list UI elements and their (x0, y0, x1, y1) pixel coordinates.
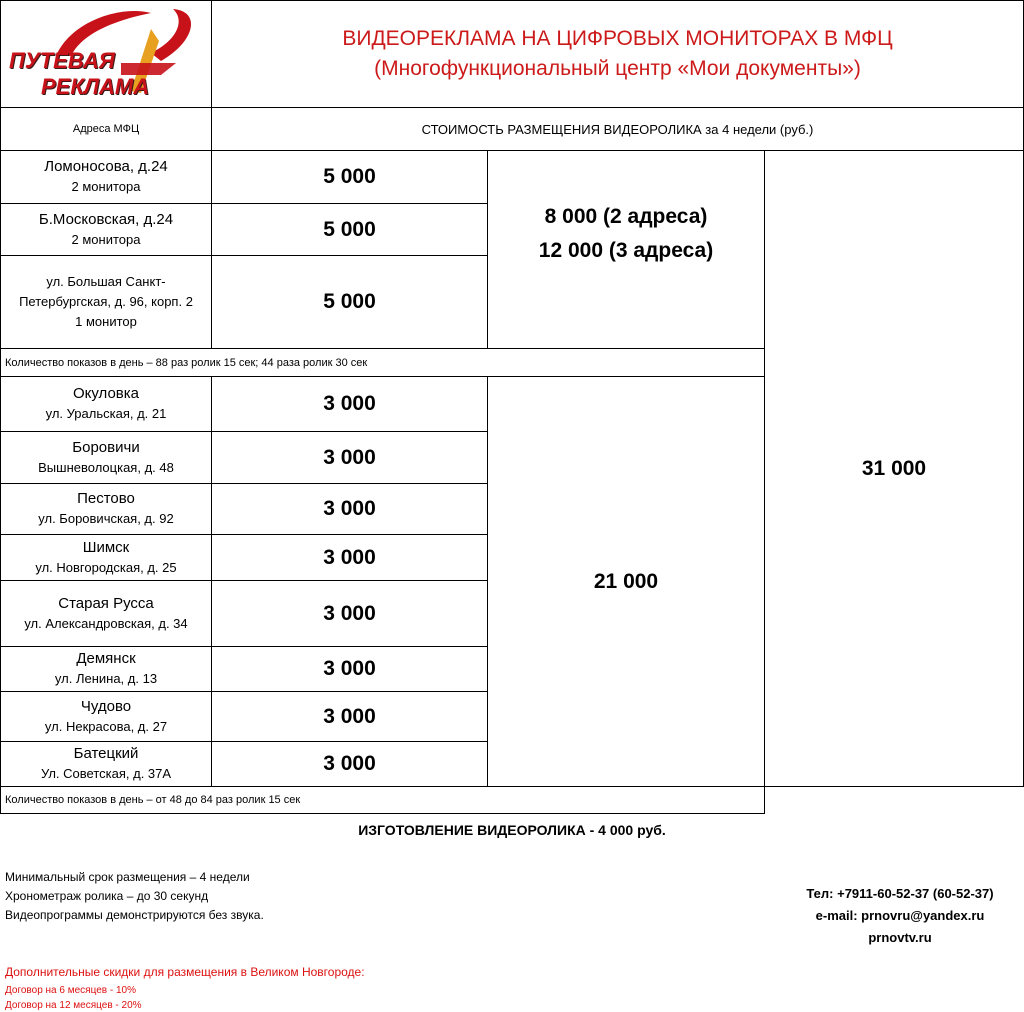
address-name: Чудово (80, 697, 132, 715)
address-name: Батецкий (73, 745, 139, 762)
group2-combo-cell: 21 000 (487, 376, 765, 787)
address-name: Б.Московская, д.24 (38, 210, 174, 228)
column-header-address: Адреса МФЦ (0, 107, 212, 151)
address-detail: 1 монитор (75, 314, 137, 329)
address-cell (0, 646, 212, 692)
address-cell (0, 203, 212, 256)
address-detail: ул. Новгородская, д. 25 (35, 559, 177, 575)
info-block (5, 868, 264, 925)
total-price-cell: 31 000 (764, 150, 1024, 787)
logo-cell (0, 0, 212, 108)
address-cell (0, 741, 212, 787)
info-line: Видеопрограммы демонстрируются без звука. (5, 908, 264, 922)
price-cell: 5 000 (211, 150, 488, 204)
discount-item: Договор на 6 месяцев - 10% (5, 985, 136, 996)
contacts-block (780, 883, 1020, 949)
price-cell: 3 000 (211, 646, 488, 692)
address-detail: 2 монитора (71, 179, 141, 194)
address-name: Окуловка (72, 385, 140, 402)
price-cell: 3 000 (211, 534, 488, 581)
address-detail: 2 монитора (71, 231, 141, 247)
price-cell: 3 000 (211, 691, 488, 742)
address-detail: ул. Уральская, д. 21 (45, 406, 167, 421)
address-cell (0, 483, 212, 535)
price-cell: 5 000 (211, 203, 488, 256)
column-header-cost: СТОИМОСТЬ РАЗМЕЩЕНИЯ ВИДЕОРОЛИКА за 4 недели (руб.) (211, 107, 1024, 151)
address-detail: ул. Боровичская, д. 92 (38, 511, 174, 526)
page-title: ВИДЕОРЕКЛАМА НА ЦИФРОВЫХ МОНИТОРАХ В МФЦ (342, 27, 893, 50)
page-subtitle: (Многофункциональный центр «Мои документы») (374, 57, 861, 80)
price-cell: 3 000 (211, 580, 488, 647)
price-cell: 3 000 (211, 483, 488, 535)
address-detail: ул. Ленина, д. 13 (54, 671, 158, 686)
address-name: Демянск (76, 650, 136, 667)
discount-item: Договор на 12 месяцев - 20% (5, 1000, 142, 1011)
address-cell (0, 691, 212, 742)
address-cell (0, 580, 212, 647)
address-cell (0, 376, 212, 432)
contact-phone: Тел: +7911-60-52-37 (60-52-37) (806, 886, 994, 901)
price-cell: 5 000 (211, 255, 488, 349)
address-name-continued: Петербургская, д. 96, корп. 2 (19, 294, 193, 309)
combo-price-2: 8 000 (2 адреса) (544, 205, 708, 228)
group2-note: Количество показов в день – от 48 до 84 раз ролик 15 сек (0, 786, 765, 814)
group1-note: Количество показов в день – 88 раз ролик 15 сек; 44 раза ролик 30 сек (0, 348, 765, 377)
header-title-cell (211, 0, 1024, 108)
production-price: ИЗГОТОВЛЕНИЕ ВИДЕОРОЛИКА - 4 000 руб. (358, 822, 666, 838)
address-detail: ул. Некрасова, д. 27 (44, 718, 168, 734)
address-detail: Вышневолоцкая, д. 48 (38, 459, 174, 475)
contact-email[interactable]: e-mail: prnovru@yandex.ru (815, 908, 985, 923)
address-cell (0, 255, 212, 349)
address-name: ул. Большая Санкт- (46, 274, 166, 289)
address-name: Ломоносова, д.24 (44, 158, 168, 175)
combo-price-3: 12 000 (3 адреса) (538, 239, 714, 262)
address-cell (0, 534, 212, 581)
address-name: Шимск (82, 538, 130, 556)
logo-text-line2: РЕКЛАМА (41, 74, 150, 99)
info-line: Минимальный срок размещения – 4 недели (5, 870, 250, 884)
address-cell (0, 431, 212, 484)
address-name: Старая Русса (58, 594, 154, 612)
address-detail: ул. Александровская, д. 34 (24, 615, 188, 631)
address-name: Боровичи (72, 438, 140, 456)
price-cell: 3 000 (211, 376, 488, 432)
price-cell: 3 000 (211, 741, 488, 787)
address-name: Пестово (77, 490, 135, 507)
info-line: Хронометраж ролика – до 30 секунд (5, 889, 209, 903)
discounts-title: Дополнительные скидки для размещения в Великом Новгороде: (5, 965, 365, 979)
address-detail: Ул. Советская, д. 37А (40, 766, 172, 781)
contact-site[interactable]: prnovtv.ru (868, 930, 932, 945)
logo-text-line1: ПУТЕВАЯ (9, 48, 115, 73)
group1-combo-cell (487, 150, 765, 349)
price-cell: 3 000 (211, 431, 488, 484)
address-cell (0, 150, 212, 204)
